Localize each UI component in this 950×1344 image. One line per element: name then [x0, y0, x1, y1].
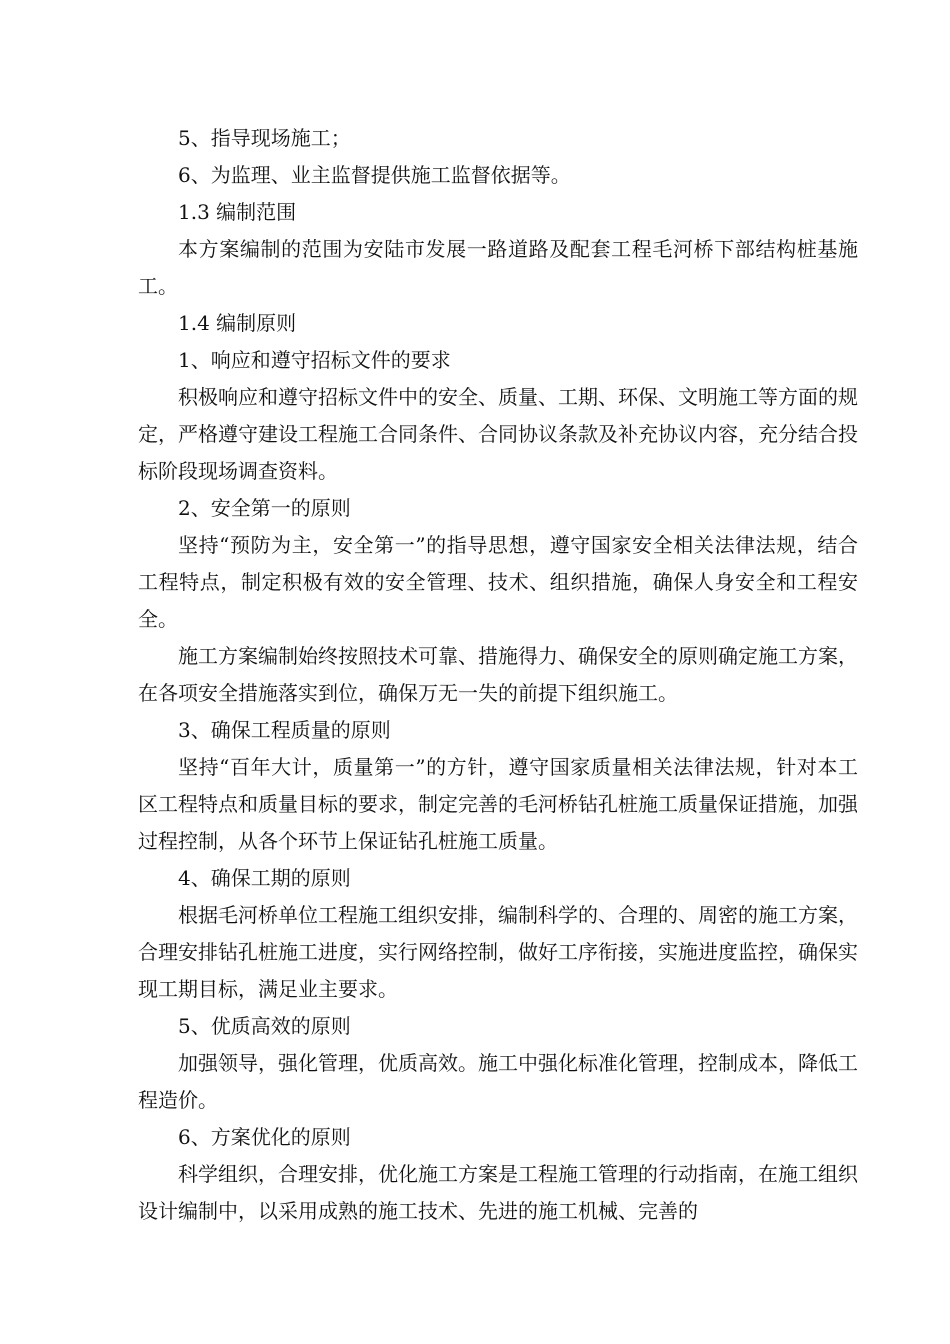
principle-heading-tender: 1、响应和遵守招标文件的要求 — [178, 348, 451, 372]
principle-heading-safety: 2、安全第一的原则 — [178, 496, 351, 520]
section-heading-principles: 1.4 编制原则 — [178, 311, 297, 335]
paragraph-safety-2: 施工方案编制始终按照技术可靠、措施得力、确保安全的原则确定施工方案，在各项安全措施落实到位，确保万无一失的前提下组织施工。 — [138, 644, 858, 705]
principle-heading-quality: 3、确保工程质量的原则 — [178, 718, 391, 742]
paragraph-safety-1: 坚持“预防为主，安全第一”的指导思想，遵守国家安全相关法律法规，结合工程特点，制定积极有效的安全管理、技术、组织措施，确保人身安全和工程安全。 — [138, 533, 858, 631]
paragraph-quality: 坚持“百年大计，质量第一”的方针，遵守国家质量相关法律法规，针对本工区工程特点和质量目标的要求，制定完善的毛河桥钻孔桩施工质量保证措施，加强过程控制，从各个环节上保证钻孔桩施工质量。 — [138, 755, 858, 853]
paragraph-efficiency: 加强领导，强化管理，优质高效。施工中强化标准化管理，控制成本，降低工程造价。 — [138, 1051, 858, 1112]
paragraph-schedule: 根据毛河桥单位工程施工组织安排，编制科学的、合理的、周密的施工方案，合理安排钻孔桩施工进度，实行网络控制，做好工序衔接，实施进度监控，确保实现工期目标，满足业主要求。 — [138, 903, 858, 1001]
paragraph-optimization: 科学组织，合理安排，优化施工方案是工程施工管理的行动指南，在施工组织设计编制中，以采用成熟的施工技术、先进的施工机械、完善的 — [138, 1162, 858, 1223]
principle-heading-optimization: 6、方案优化的原则 — [178, 1125, 351, 1149]
list-item-supervision-basis: 6、为监理、业主监督提供施工监督依据等。 — [178, 163, 571, 187]
list-item-guide-construction: 5、指导现场施工； — [178, 126, 351, 150]
principle-heading-schedule: 4、确保工期的原则 — [178, 866, 351, 890]
document-body — [138, 120, 858, 1230]
paragraph-tender: 积极响应和遵守招标文件中的安全、质量、工期、环保、文明施工等方面的规定，严格遵守建设工程施工合同条件、合同协议条款及补充协议内容，充分结合投标阶段现场调查资料。 — [138, 385, 858, 483]
principle-heading-efficiency: 5、优质高效的原则 — [178, 1014, 351, 1038]
section-heading-scope: 1.3 编制范围 — [178, 200, 297, 224]
paragraph-scope: 本方案编制的范围为安陆市发展一路道路及配套工程毛河桥下部结构桩基施工。 — [138, 237, 858, 298]
